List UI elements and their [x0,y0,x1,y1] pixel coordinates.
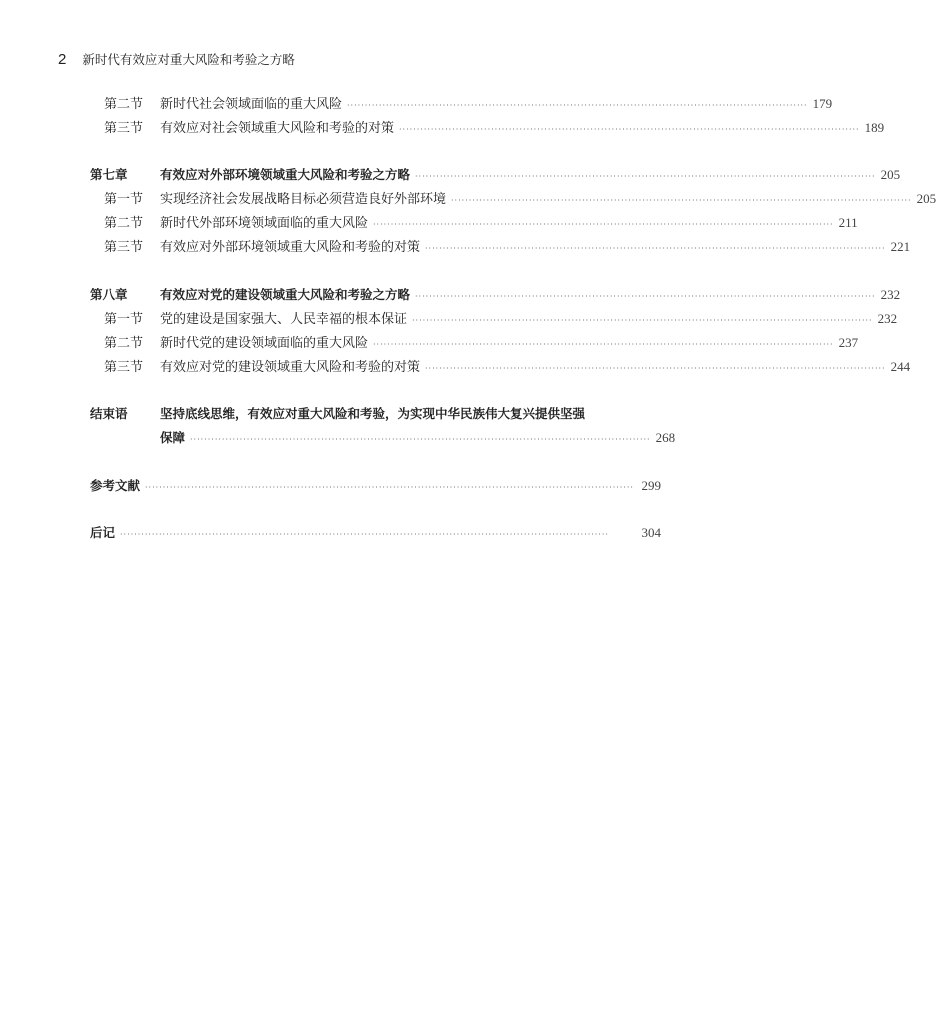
toc-entry-ch7-section3[interactable] [104,238,911,258]
toc-section-number: 第一节 [104,192,144,207]
toc-entry-chapter8[interactable] [90,286,901,306]
toc-entry-references[interactable] [90,477,661,497]
toc-page-number: 221 [890,239,911,254]
toc-page-number: 237 [838,335,859,350]
toc-leader-dots: ·································································································································· [347,101,808,110]
toc-section-title: 党的建设是国家强大、人民幸福的根本保证 [160,312,408,327]
toc-entry-conclusion[interactable] [90,405,661,423]
toc-page-number: 304 [641,525,661,540]
toc-page-number: 189 [864,120,885,135]
toc-section-title: 有效应对党的建设领域重大风险和考验的对策 [160,360,421,375]
toc-entry-conclusion-continued[interactable] [160,429,676,449]
toc-page-number: 299 [641,478,661,493]
toc-leader-dots: ·································································································································· [425,364,886,373]
toc-page-number: 244 [890,359,911,374]
toc-section-number: 第三节 [104,121,144,136]
toc-chapter-number: 第八章 [90,287,128,302]
toc-entry-ch7-section2[interactable] [104,214,858,234]
toc-section-number: 第一节 [104,312,144,327]
header-book-title: 新时代有效应对重大风险和考验之方略 [82,52,295,67]
toc-entry-ch7-section1[interactable] [104,190,936,210]
toc-leader-dots: ·································································································································· [451,196,912,205]
toc-page-number: 232 [880,287,901,302]
toc-page-number: 268 [655,430,676,445]
toc-leader-dots: ·································································································································· [373,220,834,229]
toc-entry-ch8-section3[interactable] [104,358,911,378]
toc-leader-dots: ·································································································································· [412,316,873,325]
header-page-number: 2 [58,51,67,68]
toc-section-number: 第二节 [104,336,144,351]
toc-section-number: 第三节 [104,240,144,255]
toc-section-number: 第二节 [104,216,144,231]
toc-section-title: 新时代社会领域面临的重大风险 [160,97,343,112]
toc-references-title: 参考文献 [90,478,141,493]
toc-entry-afterword[interactable] [90,524,661,544]
toc-conclusion-title-line2: 保障 [160,430,186,445]
toc-entry-ch8-section1[interactable] [104,310,898,330]
toc-section-title: 有效应对外部环境领域重大风险和考验的对策 [160,240,421,255]
toc-conclusion-title-line1: 坚持底线思维，有效应对重大风险和考验，为实现中华民族伟大复兴提供坚强 [160,406,586,421]
toc-page-number: 232 [877,311,898,326]
toc-page-number: 211 [838,215,858,230]
toc-afterword-title: 后记 [90,525,116,540]
toc-section-title: 新时代党的建设领域面临的重大风险 [160,336,369,351]
toc-leader-dots: ·································································································································· [415,172,876,181]
toc-page-number: 205 [916,191,936,206]
toc-page-number: 205 [880,167,901,182]
toc-leader-dots: ·································································································································· [190,435,651,444]
toc-leader-dots: ·········································································································································· [145,483,634,492]
toc-page-number: 179 [812,96,833,111]
toc-leader-dots: ·································································································································· [415,292,876,301]
toc-section-title: 有效应对社会领域重大风险和考验的对策 [160,121,395,136]
toc-entry-ch6-section3[interactable] [104,119,885,139]
toc-leader-dots: ·········································································································································· [120,530,609,539]
toc-leader-dots: ·································································································································· [373,340,834,349]
toc-section-title: 新时代外部环境领域面临的重大风险 [160,216,369,231]
toc-leader-dots: ·································································································································· [399,125,860,134]
toc-chapter-title: 有效应对外部环境领域重大风险和考验之方略 [160,167,411,182]
toc-chapter-title: 有效应对党的建设领域重大风险和考验之方略 [160,287,411,302]
toc-entry-chapter7[interactable] [90,166,901,186]
toc-conclusion-label: 结束语 [90,406,128,421]
toc-section-number: 第二节 [104,97,144,112]
toc-chapter-number: 第七章 [90,167,128,182]
toc-entry-ch8-section2[interactable] [104,334,859,354]
toc-leader-dots: ·································································································································· [425,244,886,253]
toc-section-title: 实现经济社会发展战略目标必须营造良好外部环境 [160,192,447,207]
toc-entry-ch6-section2[interactable] [104,95,833,115]
toc-section-number: 第三节 [104,360,144,375]
